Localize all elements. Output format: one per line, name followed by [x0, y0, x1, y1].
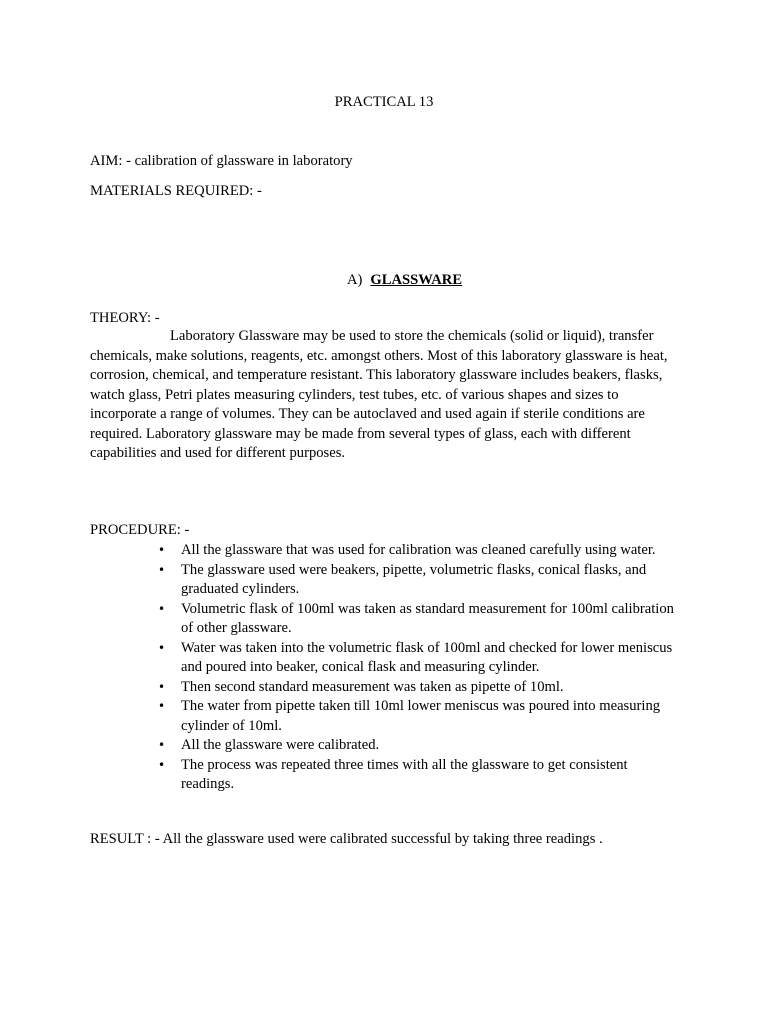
procedure-step-text: Water was taken into the volumetric flask of 100ml and checked for lower meniscus and poured into beaker, conical flask and measuring cylinder. — [181, 639, 673, 675]
bullet-icon: • — [158, 679, 166, 694]
bullet-icon: • — [158, 757, 166, 772]
procedure-step — [158, 541, 678, 561]
procedure-step-text: The water from pipette taken till 10ml lower meniscus was poured into measuring cylinder of 10ml. — [181, 698, 661, 734]
procedure-step-text: All the glassware that was used for calibration was cleaned carefully using water. — [181, 542, 656, 558]
aim-line: AIM: - calibration of glassware in laboratory — [90, 153, 353, 169]
theory-paragraph: Laboratory Glassware may be used to store the chemicals (solid or liquid), transfer chemicals, make solutions, reagents, etc. amongst others. Most of this laboratory glassware is heat, corrosion, chemical, and temperature resistant. This laboratory glassware includes beakers, flasks, watch glass, Petri plates measuring cylinders, test tubes, etc. of various shapes and sizes to incorporate a range of volumes. They can be autoclaved and used again if sterile conditions are required. Laboratory glassware may be made from several types of glass, each with different capabilities and used for different purposes. — [90, 328, 668, 461]
result-line: RESULT : - All the glassware used were calibrated successful by taking three readings . — [90, 831, 603, 847]
procedure-step — [158, 756, 678, 795]
materials-required-line: MATERIALS REQUIRED: - — [90, 183, 262, 199]
procedure-step — [158, 678, 678, 698]
bullet-icon: • — [158, 699, 166, 713]
page-title: PRACTICAL 13 — [334, 94, 434, 110]
procedure-step-text: Volumetric flask of 100ml was taken as standard measurement for 100ml calibration of other glassware. — [181, 600, 674, 636]
theory-label: THEORY: - — [90, 310, 160, 326]
procedure-step-text: Then second standard measurement was taken as pipette of 10ml. — [181, 678, 564, 695]
procedure-step — [158, 600, 678, 639]
bullet-icon: • — [158, 601, 166, 616]
procedure-step-text: The process was repeated three times with all the glassware to get consistent readings. — [181, 756, 628, 792]
procedure-list — [158, 541, 678, 795]
procedure-step — [158, 639, 678, 678]
procedure-step-text: The glassware used were beakers, pipette, volumetric flasks, conical flasks, and graduated cylinders. — [181, 561, 647, 597]
procedure-label: PROCEDURE: - — [90, 522, 190, 538]
procedure-step — [158, 697, 678, 736]
section-marker: A) — [347, 272, 363, 288]
bullet-icon: • — [158, 640, 166, 655]
procedure-step-text: All the glassware were calibrated. — [181, 737, 380, 753]
procedure-step — [158, 736, 678, 756]
section-heading — [347, 271, 462, 291]
bullet-icon: • — [158, 543, 166, 557]
bullet-icon: • — [158, 562, 166, 577]
procedure-step — [158, 561, 678, 600]
bullet-icon: • — [158, 738, 166, 752]
section-heading-text: GLASSWARE — [370, 272, 463, 288]
